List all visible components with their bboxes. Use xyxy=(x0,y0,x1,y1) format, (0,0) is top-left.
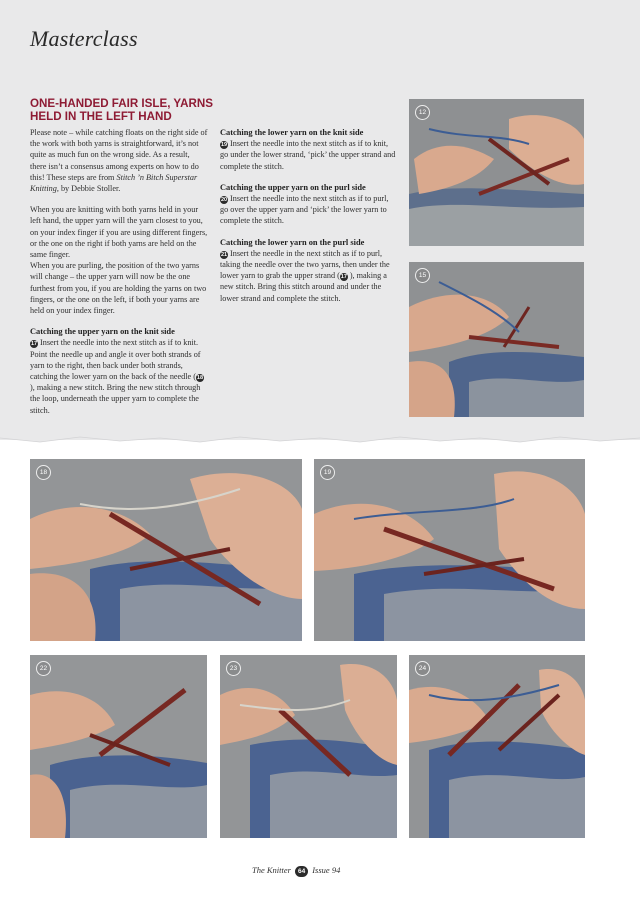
step-heading-upper-purl: Catching the upper yarn on the purl side xyxy=(220,182,366,192)
section-title: Masterclass xyxy=(30,26,138,51)
step-reference-badge: 18 xyxy=(196,375,204,382)
step-number-badge: 20 xyxy=(220,197,228,204)
intro-paragraph-1: Please note – while catching floats on the right side of the work with both yarns is straightforward, it’s not quite as much fun on the wrong side. As a result, there isn’t a consensus among experts on how to do this! These steps are from Stitch ’n Bitch Superstar Knitting, by Debbie Stoller. xyxy=(30,128,208,194)
step-number-badge: 17 xyxy=(30,341,38,348)
photo-number-badge: 18 xyxy=(36,465,51,480)
step-number-badge: 21 xyxy=(220,251,228,258)
knitting-photo-23 xyxy=(220,655,397,838)
step-heading-upper-knit: Catching the upper yarn on the knit side xyxy=(30,327,175,337)
photo-number-badge: 22 xyxy=(36,661,51,676)
photo-number-badge: 23 xyxy=(226,661,241,676)
step-heading-lower-purl: Catching the lower yarn on the purl side xyxy=(220,237,365,247)
photo-number-badge: 15 xyxy=(415,268,430,283)
step-text-upper-knit: 17 Insert the needle into the next stitch as if to knit. Point the needle up and angle it over both strands of yarn to the right, then back under both strands, catching the lower yarn on the back of the needle (18), making a new stitch. Bring the new stitch through the loop, underneath the upper yarn to complete the stitch. xyxy=(30,338,204,415)
intro-paragraph-2: When you are knitting with both yarns held in your left hand, the upper yarn will the yarn closest to you, on your index finger if you are using different fingers, or the one on the right if both yarns are held on the same finger. xyxy=(30,205,208,260)
step-text-upper-purl: 20 Insert the needle into the next stitch as if to purl, go over the upper yarn and ‘pick’ the lower yarn to complete the stitch. xyxy=(220,194,389,226)
step-reference-badge: 17 xyxy=(340,274,347,281)
step-text-lower-knit: 19 Insert the needle into the next stitch as if to knit, go under the lower strand, ‘pick’ the upper strand and complete the stitch. xyxy=(220,139,396,171)
photo-number-badge: 24 xyxy=(415,661,430,676)
photo-number-badge: 19 xyxy=(320,465,335,480)
step-number-badge: 19 xyxy=(220,142,228,149)
text-column-2 xyxy=(220,127,398,314)
intro-paragraph-3: When you are purling, the position of the two yarns will change – the upper yarn will now be the one furthest from you, if you are holding the yarns on two fingers, or the one on the left, if both your yarns are held on your index finger. xyxy=(30,261,207,316)
knitting-photo-15 xyxy=(409,262,584,417)
photo-number-badge: 12 xyxy=(415,105,430,120)
page-footer xyxy=(252,865,340,877)
step-heading-lower-knit: Catching the lower yarn on the knit side xyxy=(220,128,364,137)
page-number: 64 xyxy=(295,866,308,877)
knitting-photo-12 xyxy=(409,99,584,246)
knitting-photo-19 xyxy=(314,459,585,641)
book-title: Stitch ’n Bitch Superstar Knitting xyxy=(30,172,198,194)
knitting-photo-24 xyxy=(409,655,585,838)
article-title: ONE-HANDED FAIR ISLE, YARNS HELD IN THE LEFT HAND xyxy=(30,97,213,123)
step-text-lower-purl: 21 Insert the needle in the next stitch as if to purl, taking the needle over the two yarns, then under the lower yarn to grab the upper strand (17 ), making a new stitch. Bring this stitch around and under the lower strand and complete the stitch. xyxy=(220,248,390,303)
magazine-name: The Knitter xyxy=(252,865,291,875)
knitting-photo-22 xyxy=(30,655,207,838)
text-column-1 xyxy=(30,127,208,426)
knitting-photo-18 xyxy=(30,459,302,641)
issue-number: Issue 94 xyxy=(312,865,341,875)
torn-edge-divider xyxy=(0,432,640,446)
